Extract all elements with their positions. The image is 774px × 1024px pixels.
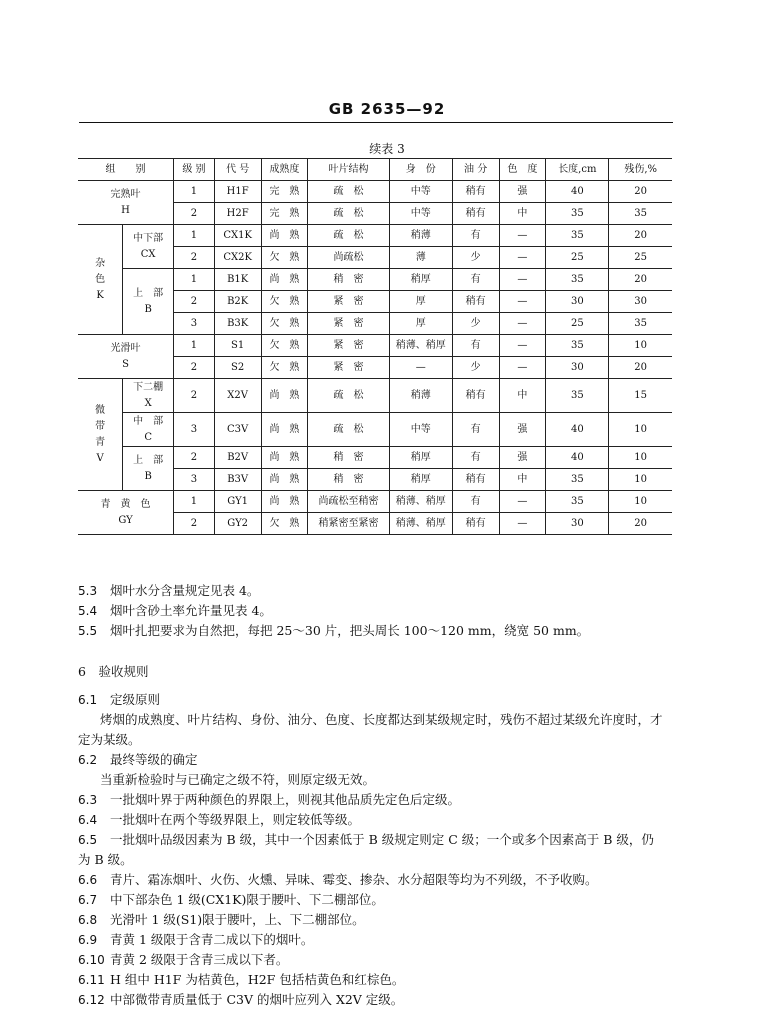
table-cell: 稍厚: [389, 469, 452, 491]
clause-text: 烟叶含砂土率允许量见表 4。: [109, 603, 272, 618]
table-cell: 中: [499, 469, 546, 491]
table-cell: 2: [174, 379, 215, 413]
clause-line: [78, 830, 678, 850]
table-cell: 欠 熟: [261, 357, 308, 379]
table-cell: 稍薄: [389, 379, 452, 413]
clause-text: 定为某级。: [78, 732, 141, 747]
table-cell: 有: [452, 491, 499, 513]
clause-line: [78, 790, 678, 810]
table-cell: 少: [452, 313, 499, 335]
table-cell: —: [389, 357, 452, 379]
group-label: 杂 色 K: [78, 225, 123, 335]
group-label: 完熟叶 H: [78, 181, 174, 225]
table-cell: 稍有: [452, 469, 499, 491]
table-cell: 稍 密: [308, 269, 389, 291]
table-row: [78, 413, 672, 447]
clause-number: 6.12: [78, 993, 105, 1007]
table-cell: 强: [499, 181, 546, 203]
table-cell: 稍有: [452, 203, 499, 225]
clause-number: 6.7: [78, 893, 98, 907]
table-cell: 尚疏松至稍密: [308, 491, 389, 513]
clause-text: 一批烟叶界于两种颜色的界限上，则视其他品质先定色后定级。: [109, 792, 460, 807]
clause-text: 烟叶扎把要求为自然把，每把 25～30 片，把头周长 100～120 mm，绕宽 50 mm。: [109, 623, 590, 638]
table-cell: 中: [499, 203, 546, 225]
clause-line: [78, 621, 678, 641]
table-row: [78, 225, 672, 247]
table-cell: 厚: [389, 313, 452, 335]
table-cell: 紧 密: [308, 313, 389, 335]
subgroup-label: 上 部 B: [123, 447, 174, 491]
table-cell: 40: [546, 447, 609, 469]
table-cell: 20: [609, 225, 672, 247]
table-cell: 少: [452, 247, 499, 269]
table-cell: S1: [214, 335, 261, 357]
table-cell: 1: [174, 491, 215, 513]
table-cell: 疏 松: [308, 203, 389, 225]
table-cell: —: [499, 491, 546, 513]
clause-line: [78, 810, 678, 830]
column-header: 长度,cm: [546, 159, 609, 181]
clauses-5: [78, 581, 678, 641]
table-cell: 30: [546, 513, 609, 535]
clause-line: [78, 601, 678, 621]
table-cell: 2: [174, 357, 215, 379]
column-header: 色 度: [499, 159, 546, 181]
clause-number: 6.6: [78, 873, 98, 887]
table-cell: CX2K: [214, 247, 261, 269]
table-cell: —: [499, 291, 546, 313]
table-cell: C3V: [214, 413, 261, 447]
column-header: 组 别: [78, 159, 174, 181]
table-cell: 10: [609, 413, 672, 447]
table-cell: 2: [174, 203, 215, 225]
table-cell: 欠 熟: [261, 247, 308, 269]
table-cell: 2: [174, 447, 215, 469]
table-cell: 10: [609, 491, 672, 513]
clause-text: 中下部杂色 1 级(CX1K)限于腰叶、下二棚部位。: [109, 892, 384, 907]
table-cell: —: [499, 357, 546, 379]
table-cell: 厚: [389, 291, 452, 313]
table-cell: 欠 熟: [261, 313, 308, 335]
table-cell: 10: [609, 447, 672, 469]
clause-number: 6.5: [78, 833, 98, 847]
clause-text: 青片、霜冻烟叶、火伤、火燻、异味、霉变、掺杂、水分超限等均为不列级，不予收购。: [109, 872, 598, 887]
clause-line: [78, 750, 678, 770]
table-cell: B2V: [214, 447, 261, 469]
table-cell: 35: [546, 225, 609, 247]
table-cell: 紧 密: [308, 357, 389, 379]
table-cell: 35: [609, 313, 672, 335]
grade-table: [78, 158, 672, 535]
table-cell: 35: [546, 269, 609, 291]
table-cell: 尚 熟: [261, 379, 308, 413]
table-cell: —: [499, 247, 546, 269]
standard-code: GB 2635—92: [328, 100, 446, 118]
table-cell: 稍紧密至紧密: [308, 513, 389, 535]
table-cell: 15: [609, 379, 672, 413]
subgroup-label: 下二棚 X: [123, 379, 174, 413]
table-cell: 2: [174, 291, 215, 313]
table-cell: 20: [609, 269, 672, 291]
table-cell: 30: [609, 291, 672, 313]
clause-text: 为 B 级。: [78, 852, 133, 867]
clause-number: 6.8: [78, 913, 98, 927]
table-cell: 少: [452, 357, 499, 379]
table-cell: 3: [174, 469, 215, 491]
column-header: 身 份: [389, 159, 452, 181]
table-cell: B3V: [214, 469, 261, 491]
header-rule: [79, 122, 673, 123]
clause-text: 烟叶水分含量规定见表 4。: [109, 583, 260, 598]
table-cell: 中等: [389, 203, 452, 225]
column-header: 级 别: [174, 159, 215, 181]
clause-number: 5.5: [78, 624, 98, 638]
clause-text: 定级原则: [109, 692, 160, 707]
clause-text: 一批烟叶品级因素为 B 级，其中一个因素低于 B 级规定则定 C 级；一个或多个因素高于 B 级，仍: [109, 832, 654, 847]
table-cell: 2: [174, 513, 215, 535]
table-cell: 尚 熟: [261, 413, 308, 447]
column-header: 成熟度: [261, 159, 308, 181]
table-cell: 中: [499, 379, 546, 413]
table-cell: B2K: [214, 291, 261, 313]
table-cell: 中等: [389, 413, 452, 447]
clause-number: 6.3: [78, 793, 98, 807]
table-row: [78, 269, 672, 291]
table-cell: 疏 松: [308, 379, 389, 413]
table-cell: 稍薄、稍厚: [389, 491, 452, 513]
clause-text: H 组中 H1F 为桔黄色，H2F 包括桔黄色和红棕色。: [109, 972, 405, 987]
table-cell: 强: [499, 447, 546, 469]
table-cell: —: [499, 313, 546, 335]
table-cell: 35: [609, 203, 672, 225]
clause-line: [78, 890, 678, 910]
clause-line: [78, 970, 678, 990]
table-cell: 有: [452, 413, 499, 447]
table-cell: 20: [609, 357, 672, 379]
clause-line: [78, 910, 678, 930]
clause-text: 一批烟叶在两个等级界限上，则定较低等级。: [109, 812, 360, 827]
table-cell: B1K: [214, 269, 261, 291]
table-cell: 欠 熟: [261, 513, 308, 535]
table-cell: 尚 熟: [261, 491, 308, 513]
table-cell: 尚 熟: [261, 269, 308, 291]
table-cell: 20: [609, 181, 672, 203]
clause-text: 中部微带青质量低于 C3V 的烟叶应列入 X2V 定级。: [109, 992, 404, 1007]
group-label: 光滑叶 S: [78, 335, 174, 379]
table-cell: 尚 熟: [261, 469, 308, 491]
table-cell: 25: [609, 247, 672, 269]
clause-text: 光滑叶 1 级(S1)限于腰叶，上、下二棚部位。: [109, 912, 365, 927]
table-cell: 30: [546, 357, 609, 379]
table-cell: CX1K: [214, 225, 261, 247]
table-cell: 稍薄、稍厚: [389, 335, 452, 357]
clause-text: 最终等级的确定: [109, 752, 198, 767]
table-cell: 有: [452, 269, 499, 291]
table-cell: 有: [452, 447, 499, 469]
table-cell: 40: [546, 181, 609, 203]
subgroup-label: 中 部 C: [123, 413, 174, 447]
table-cell: 欠 熟: [261, 335, 308, 357]
table-cell: 紧 密: [308, 335, 389, 357]
table-row: [78, 447, 672, 469]
table-cell: 薄: [389, 247, 452, 269]
table-cell: 25: [546, 313, 609, 335]
column-header: 残伤,%: [609, 159, 672, 181]
section-heading: 6 验收规则: [78, 664, 149, 679]
table-cell: 稍薄: [389, 225, 452, 247]
table-cell: 有: [452, 335, 499, 357]
clause-number: 6.4: [78, 813, 98, 827]
table-cell: 35: [546, 491, 609, 513]
table-cell: GY1: [214, 491, 261, 513]
clause-number: 6.1: [78, 693, 98, 707]
table-cell: 25: [546, 247, 609, 269]
clause-line: [78, 950, 678, 970]
table-cell: 稍薄、稍厚: [389, 513, 452, 535]
table-cell: H1F: [214, 181, 261, 203]
table-cell: 中等: [389, 181, 452, 203]
clause-line: [78, 990, 678, 1010]
subgroup-label: 中下部 CX: [123, 225, 174, 269]
table-row: [78, 335, 672, 357]
table-cell: GY2: [214, 513, 261, 535]
clause-line: [78, 930, 678, 950]
clause-line: [78, 581, 678, 601]
section-6: [78, 652, 678, 1010]
group-label: 微 带 青 V: [78, 379, 123, 491]
table-cell: 强: [499, 413, 546, 447]
table-cell: 10: [609, 469, 672, 491]
table-cell: 3: [174, 413, 215, 447]
table-cell: 40: [546, 413, 609, 447]
table-cell: 1: [174, 225, 215, 247]
clause-line: [78, 730, 678, 750]
clause-line: [78, 690, 678, 710]
table-cell: 35: [546, 203, 609, 225]
table-cell: 有: [452, 225, 499, 247]
clause-number: 6.2: [78, 753, 98, 767]
clause-number: 6.10: [78, 953, 105, 967]
table-cell: 稍 密: [308, 447, 389, 469]
clause-number: 6.11: [78, 973, 105, 987]
table-cell: X2V: [214, 379, 261, 413]
column-header: 代 号: [214, 159, 261, 181]
subgroup-label: 上 部 B: [123, 269, 174, 335]
table-cell: —: [499, 513, 546, 535]
clause-line: [78, 850, 678, 870]
table-cell: 完 熟: [261, 203, 308, 225]
table-cell: —: [499, 269, 546, 291]
clause-line: [78, 710, 678, 730]
clause-number: 6.9: [78, 933, 98, 947]
table-cell: —: [499, 335, 546, 357]
table-cell: 稍有: [452, 291, 499, 313]
clause-text: 当重新检验时与已确定之级不符，则原定级无效。: [100, 772, 376, 787]
table-cell: H2F: [214, 203, 261, 225]
clause-text: 青黄 1 级限于含青二成以下的烟叶。: [109, 932, 314, 947]
table-cell: 稍厚: [389, 269, 452, 291]
table-cell: 疏 松: [308, 181, 389, 203]
clause-line: [78, 770, 678, 790]
table-cell: 疏 松: [308, 225, 389, 247]
table-header-row: [78, 159, 672, 181]
table-cell: 尚 熟: [261, 447, 308, 469]
table-cell: 2: [174, 247, 215, 269]
table-title: 续表 3: [369, 142, 405, 156]
table-cell: 稍有: [452, 513, 499, 535]
clause-line: [78, 870, 678, 890]
table-cell: 尚疏松: [308, 247, 389, 269]
table-cell: 1: [174, 181, 215, 203]
table-cell: 10: [609, 335, 672, 357]
table-cell: 20: [609, 513, 672, 535]
grade-table-body: [78, 159, 672, 535]
column-header: 叶片结构: [308, 159, 389, 181]
group-label: 青 黄 色 GY: [78, 491, 174, 535]
table-cell: 稍 密: [308, 469, 389, 491]
clause-text: 青黄 2 级限于含青三成以下者。: [109, 952, 289, 967]
table-cell: 疏 松: [308, 413, 389, 447]
table-row: [78, 379, 672, 413]
table-cell: 欠 熟: [261, 291, 308, 313]
table-cell: 35: [546, 379, 609, 413]
table-cell: 紧 密: [308, 291, 389, 313]
table-cell: 稍有: [452, 379, 499, 413]
clause-text: 烤烟的成熟度、叶片结构、身份、油分、色度、长度都达到某级规定时，残伤不超过某级允许度时，才: [100, 712, 663, 727]
table-cell: 3: [174, 313, 215, 335]
table-cell: B3K: [214, 313, 261, 335]
clause-number: 5.4: [78, 604, 98, 618]
table-cell: 1: [174, 269, 215, 291]
table-cell: S2: [214, 357, 261, 379]
table-cell: 稍有: [452, 181, 499, 203]
table-cell: 稍厚: [389, 447, 452, 469]
table-cell: 30: [546, 291, 609, 313]
column-header: 油 分: [452, 159, 499, 181]
table-cell: 完 熟: [261, 181, 308, 203]
table-cell: —: [499, 225, 546, 247]
table-cell: 35: [546, 335, 609, 357]
table-row: [78, 491, 672, 513]
clause-number: 5.3: [78, 584, 98, 598]
table-row: [78, 181, 672, 203]
table-cell: 1: [174, 335, 215, 357]
table-cell: 35: [546, 469, 609, 491]
table-cell: 尚 熟: [261, 225, 308, 247]
